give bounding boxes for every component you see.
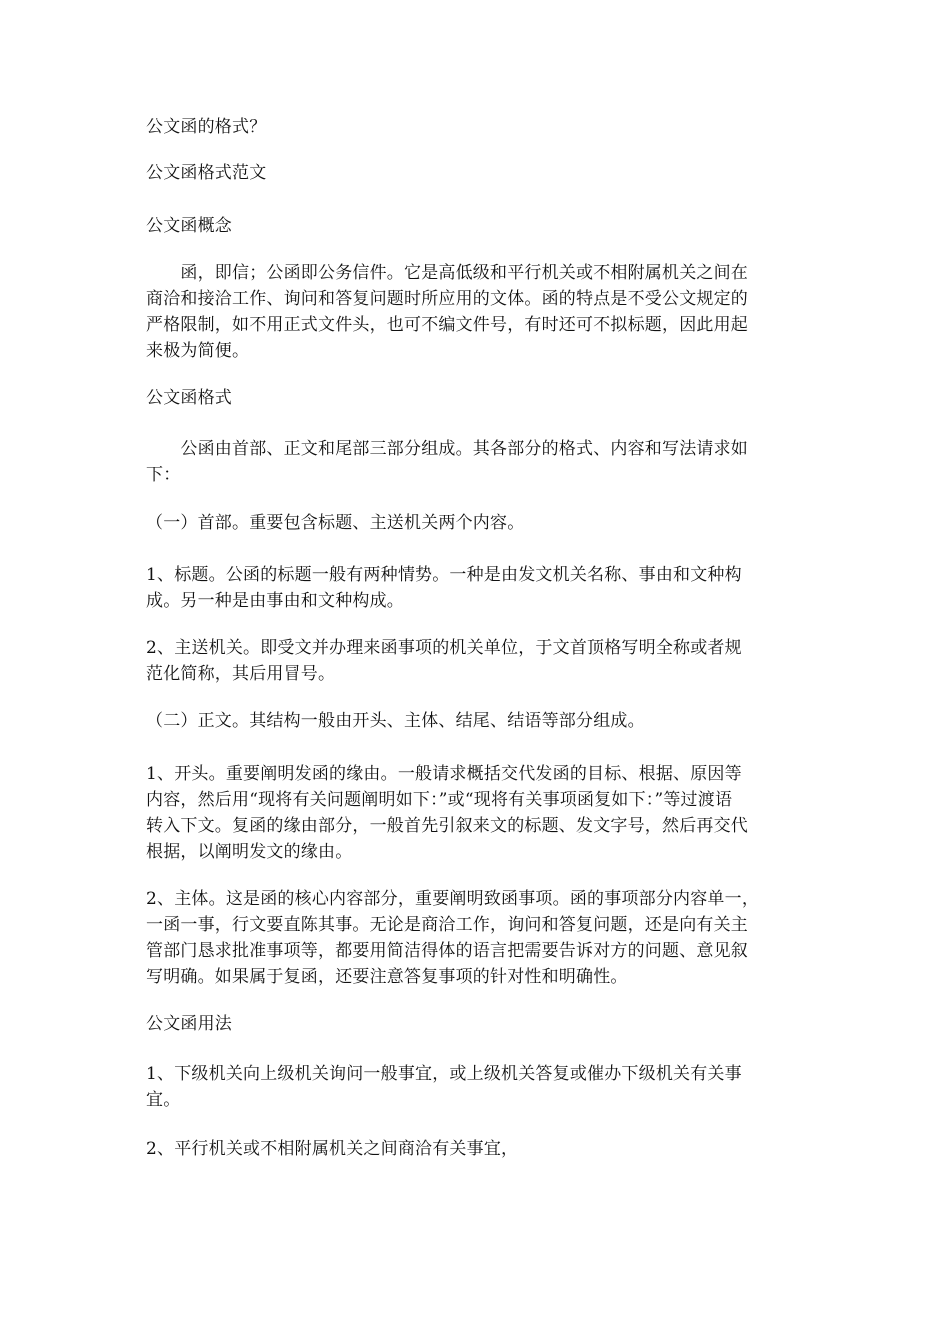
text-line: 范化简称，其后用冒号。 (146, 664, 336, 684)
text-line: 1、标题。公函的标题一般有两种情势。一种是由发文机关名称、事由和文种构 (146, 565, 742, 585)
part-heading-body: （二）正文。其结构一般由开头、主体、结尾、结语等部分组成。 (146, 711, 645, 731)
heading-format: 公文函格式 (146, 388, 232, 408)
paragraph-item-opening (146, 761, 748, 865)
text-line: 商洽和接洽工作、询问和答复问题时所应用的文体。函的特点是不受公文规定的 (146, 289, 748, 309)
paragraph-usage-2 (146, 1136, 518, 1162)
paragraph-item-recipient (146, 635, 742, 687)
text-line: 2、平行机关或不相附属机关之间商洽有关事宜， (146, 1139, 519, 1159)
paragraph-format-intro (146, 436, 748, 488)
text-line: 宜。 (146, 1090, 181, 1110)
heading-concept: 公文函概念 (146, 216, 232, 236)
part-heading-header: （一）首部。重要包含标题、主送机关两个内容。 (146, 513, 525, 533)
paragraph-item-title (146, 562, 742, 614)
heading-usage: 公文函用法 (146, 1014, 232, 1034)
text-line: 严格限制，如不用正式文件头，也可不编文件号，有时还可不拟标题，因此用起 (146, 315, 748, 335)
text-line: 管部门恳求批准事项等，都要用简洁得体的语言把需要告诉对方的问题、意见叙 (146, 941, 748, 961)
text-line: 根据，以阐明发文的缘由。 (146, 842, 353, 862)
text-line: 2、主送机关。即受文并办理来函事项的机关单位，于文首顶格写明全称或者规 (146, 638, 742, 658)
paragraph-usage-1 (146, 1061, 742, 1113)
paragraph-concept (146, 260, 748, 364)
text-line: 公函由首部、正文和尾部三部分组成。其各部分的格式、内容和写法请求如 (146, 439, 748, 459)
text-line: 2、主体。这是函的核心内容部分，重要阐明致函事项。函的事项部分内容单一， (146, 889, 760, 909)
document-title: 公文函的格式？ (146, 117, 267, 137)
text-line: 来极为简便。 (146, 341, 250, 361)
document-subtitle: 公文函格式范文 (146, 163, 267, 183)
text-line: 成。另一种是由事由和文种构成。 (146, 591, 404, 611)
text-line: 函，即信；公函即公务信件。它是高低级和平行机关或不相附属机关之间在 (146, 263, 748, 283)
paragraph-item-main (146, 886, 759, 990)
text-line: 下： (146, 465, 181, 485)
text-line: 写明确。如果属于复函，还要注意答复事项的针对性和明确性。 (146, 967, 628, 987)
text-line: 1、下级机关向上级机关询问一般事宜，或上级机关答复或催办下级机关有关事 (146, 1064, 742, 1084)
text-line: 转入下文。复函的缘由部分，一般首先引叙来文的标题、发文字号，然后再交代 (146, 816, 748, 836)
text-line: 内容，然后用“现将有关问题阐明如下：”或“现将有关事项函复如下：”等过渡语 (146, 790, 733, 810)
text-line: 1、开头。重要阐明发函的缘由。一般请求概括交代发函的目标、根据、原因等 (146, 764, 742, 784)
text-line: 一函一事，行文要直陈其事。无论是商洽工作，询问和答复问题，还是向有关主 (146, 915, 748, 935)
